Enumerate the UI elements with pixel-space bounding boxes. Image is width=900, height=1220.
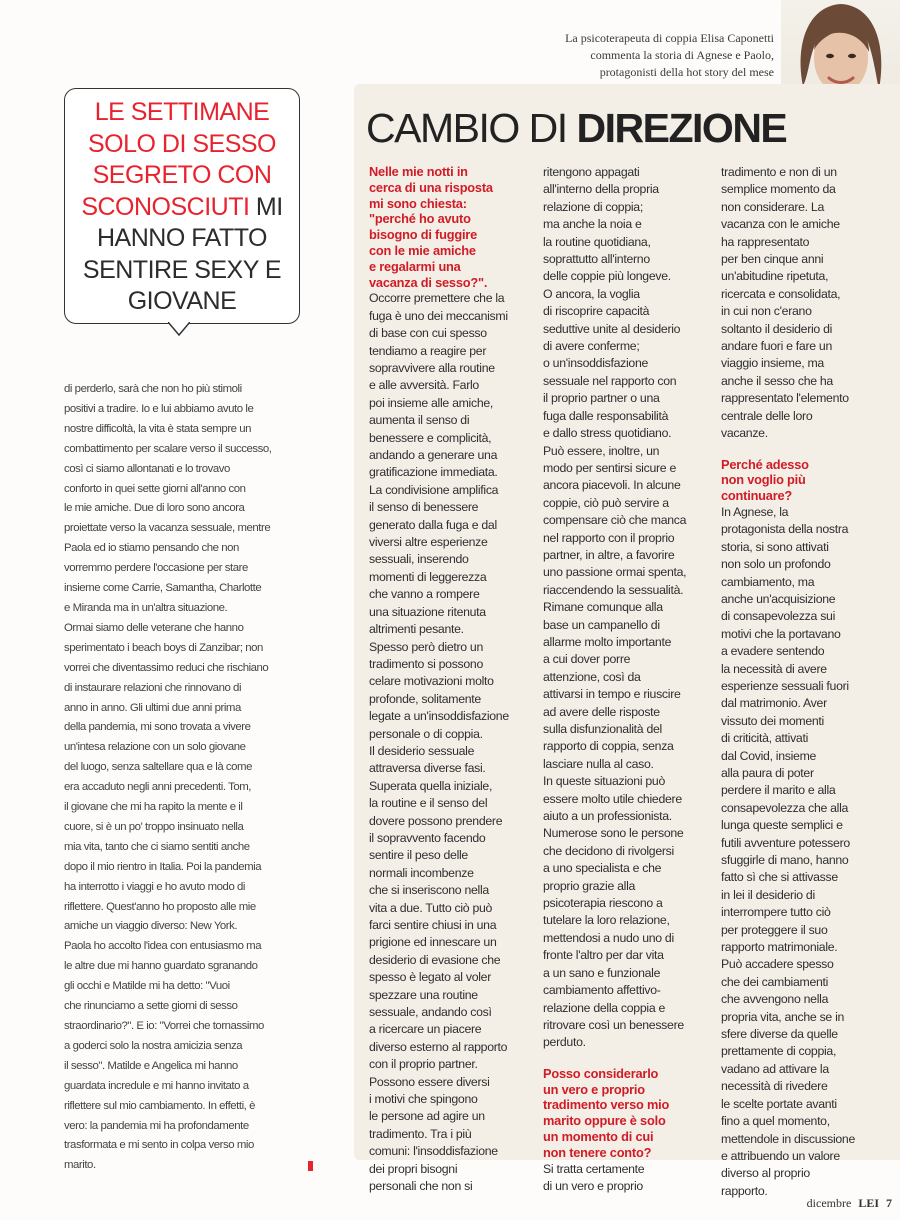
article-line: generato dalla fuga e dal xyxy=(369,517,497,532)
article-line: Può essere, inoltre, un xyxy=(543,443,660,458)
article-line: di avere conferme; xyxy=(543,339,640,354)
article-line: personale o di coppia. xyxy=(369,726,483,741)
article-line: ritengono appagati xyxy=(543,165,640,179)
article-line: relazione della coppia e xyxy=(543,1000,666,1015)
article-line: Superata quella iniziale, xyxy=(369,778,493,793)
subheading-line: non tenere conto? xyxy=(543,1144,652,1160)
article-line: il sopravvento facendo xyxy=(369,830,486,845)
article-line: personali che non si xyxy=(369,1179,473,1194)
article-line: Rimane comunque alla xyxy=(543,600,663,615)
story-line: della pandemia, mi sono trovata a vivere xyxy=(64,721,251,734)
article-line: centrale delle loro xyxy=(721,408,813,423)
article-line: nel rapporto con il proprio xyxy=(543,530,675,545)
article-line: benessere e complicità, xyxy=(369,430,492,445)
subheading-line: Posso considerarlo xyxy=(543,1065,659,1081)
folio-page-number: 7 xyxy=(886,1196,892,1210)
article-line: altrimenti pesante. xyxy=(369,622,464,637)
article-line: dovere possono prendere xyxy=(369,813,503,828)
pull-quote-line: GIOVANE xyxy=(127,287,237,315)
subheading-line: un vero e proprio xyxy=(543,1081,645,1097)
story-line: gli occhi e Matilde mi ha detto: "Vuoi xyxy=(64,980,230,993)
article-line: tradimento e non di un xyxy=(721,165,837,179)
article-line: e attribuendo un valore xyxy=(721,1148,840,1163)
article-column-3 xyxy=(721,164,881,1200)
article-line: o un'insoddisfazione xyxy=(543,356,649,371)
article-line: diverso al proprio xyxy=(721,1166,810,1181)
story-line: nostre difficoltà, la vita è stata sempre un xyxy=(64,422,252,435)
subheading-line: tradimento verso mio xyxy=(543,1097,670,1113)
article-line: Il desiderio sessuale xyxy=(369,743,475,758)
article-line: comuni: l'insoddisfazione xyxy=(369,1144,498,1159)
article-line: la necessità di avere xyxy=(721,661,827,676)
story-line: straordinario?". E io: "Vorrei che tornassimo xyxy=(64,1020,264,1032)
story-line: guardata incredule e mi hanno invitato a xyxy=(64,1079,249,1092)
pull-quote-line: SENTIRE SEXY E xyxy=(82,255,282,284)
article-line: rappresentato l'elemento xyxy=(721,391,849,406)
article-line: sfuggirle di mano, hanno xyxy=(721,853,849,868)
article-line: sopravvivere alla routine xyxy=(369,361,495,375)
article-line: base un campanello di xyxy=(543,617,660,632)
story-line: cuore, si è un po' troppo insinuato nella xyxy=(64,820,244,833)
story-line: vero: la pandemia mi ha profondamente xyxy=(64,1119,249,1132)
article-line: Può accadere spesso xyxy=(721,957,834,972)
article-line: lasciare nulla al caso. xyxy=(543,756,654,771)
story-line: riflettere. Quest'anno ho proposto alle mie xyxy=(64,900,256,913)
page-folio xyxy=(807,1196,892,1211)
article-line: futili avventure potessero xyxy=(721,835,850,850)
paragraph-gap xyxy=(543,1052,703,1066)
article-line: psicoterapia riescono a xyxy=(543,896,663,911)
story-line: marito. xyxy=(64,1159,96,1172)
article-line: andare fuori e fare un xyxy=(721,339,832,354)
article-line: esperienze sessuali fuori xyxy=(721,678,849,693)
article-line: desiderio di evasione che xyxy=(369,952,501,967)
story-line: vorremmo perdere l'occasione per stare xyxy=(64,562,248,575)
article-line: attraversa diverse fasi. xyxy=(369,761,486,776)
article-line: fatto sì che si attivasse xyxy=(721,870,838,885)
caption-line: La psicoterapeuta di coppia Elisa Caponetti xyxy=(565,31,774,45)
article-line: prigione ed innescare un xyxy=(369,935,497,950)
story-line: era accaduto negli anni precedenti. Tom, xyxy=(64,781,251,794)
article-line: fuga è uno dei meccanismi xyxy=(369,308,508,323)
article-line: a un sano e funzionale xyxy=(543,965,661,980)
article-line: semplice momento da xyxy=(721,182,836,197)
article-line: La condivisione amplifica xyxy=(369,482,499,497)
article-line: con il proprio partner. xyxy=(369,1057,478,1072)
paragraph-gap xyxy=(721,443,881,457)
article-line: di base con cui spesso xyxy=(369,326,487,341)
story-line: che rinunciamo a sette giorni di sesso xyxy=(64,1000,238,1013)
article-line: rapporto. xyxy=(721,1183,768,1198)
article-line: delle coppie più longeve. xyxy=(543,269,671,284)
article-line: di un vero e proprio xyxy=(543,1178,643,1193)
subheading-line: "perché ho avuto xyxy=(369,211,471,227)
article-line: spezzare una routine xyxy=(369,987,478,1002)
article-line: che vanno a rompere xyxy=(369,587,480,602)
article-line: lunga queste semplici e xyxy=(721,818,843,833)
article-line: storia, si sono attivati xyxy=(721,539,829,554)
story-line: conforto in quei sette giorni all'anno con xyxy=(64,482,246,495)
story-line: a goderci solo la nostra amicizia senza xyxy=(64,1039,243,1052)
article-line: allarme molto importante xyxy=(543,634,672,649)
article-line: fino a quel momento, xyxy=(721,1114,830,1129)
article-line: attenzione, così da xyxy=(543,669,641,684)
article-line: soltanto il desiderio di xyxy=(721,321,833,336)
subheading-line: Nelle mie notti in xyxy=(369,164,468,179)
article-line: aumenta il senso di xyxy=(369,413,470,428)
subheading-line: e regalarmi una xyxy=(369,258,461,274)
article-line: compensare ciò che manca xyxy=(543,513,687,528)
subheading-line: bisogno di fuggire xyxy=(369,227,478,243)
story-line: Ormai siamo delle veterane che hanno xyxy=(64,621,244,634)
article-line: Spesso però dietro un xyxy=(369,639,484,654)
article-line: a cui dover porre xyxy=(543,652,631,667)
article-line: relazione di coppia; xyxy=(543,199,643,214)
article-line: viversi altre esperienze xyxy=(369,535,488,550)
story-line: riflettere sul mio cambiamento. In effetti, è xyxy=(64,1099,255,1112)
article-line: poi insieme alle amiche, xyxy=(369,395,494,410)
article-line: la routine e il senso del xyxy=(369,796,488,811)
article-line: In Agnese, la xyxy=(721,504,789,519)
article-line: fuga dalle responsabilità xyxy=(543,408,669,423)
subheading-line: mi sono chiesta: xyxy=(369,195,467,211)
article-line: anche un'acquisizione xyxy=(721,591,836,606)
article-line: Possono essere diversi xyxy=(369,1074,490,1089)
article-line: perduto. xyxy=(543,1035,586,1050)
article-line: coppie, ciò può servire a xyxy=(543,495,669,510)
story-line: positivi a tradire. Io e lui abbiamo avuto le xyxy=(64,402,254,415)
article-line: in cui non c'erano xyxy=(721,304,812,319)
article-line: rapporto di coppia, senza xyxy=(543,739,674,754)
article-line: di consapevolezza sui xyxy=(721,609,836,624)
article-line: Si tratta certamente xyxy=(543,1161,645,1176)
article-line: ritrovare così un benessere xyxy=(543,1017,684,1032)
article-title: CAMBIO DI DIREZIONE xyxy=(366,105,787,151)
article-line: essere molto utile chiedere xyxy=(543,791,682,806)
article-line: di riscoprire capacità xyxy=(543,304,650,319)
pull-quote-box xyxy=(64,88,300,324)
article-line: tradimento. Tra i più xyxy=(369,1126,472,1141)
article-line: mettendosi a nudo uno di xyxy=(543,930,674,945)
article-line: ricercata e consolidata, xyxy=(721,286,841,301)
article-line: a uno specialista e che xyxy=(543,861,662,876)
article-line: sessuale nel rapporto con xyxy=(543,373,677,388)
pull-quote-line: SEGRETO CON xyxy=(92,161,272,189)
article-line: motivi che la portavano xyxy=(721,626,841,641)
article-line: dal matrimonio. Aver xyxy=(721,696,827,711)
article-line: che si inseriscono nella xyxy=(369,883,489,898)
article-line: di criticità, attivati xyxy=(721,731,809,746)
article-line: perdere il marito e alla xyxy=(721,783,836,798)
article-line: cambiamento, ma xyxy=(721,574,815,589)
article-line: O ancora, la voglia xyxy=(543,286,640,301)
article-line: profonde, solitamente xyxy=(369,691,481,706)
story-line: del luogo, senza saltellare qua e là come xyxy=(64,761,252,774)
article-line: protagonista della nostra xyxy=(721,522,849,537)
subheading-line: marito oppure è solo xyxy=(543,1113,666,1129)
story-line: un'intesa relazione con un solo giovane xyxy=(64,741,246,754)
story-column xyxy=(64,380,306,1176)
article-line: fronte l'altro per dar vita xyxy=(543,948,664,963)
story-line: amiche un viaggio diverso: New York. xyxy=(64,920,238,933)
story-line: di instaurare relazioni che rinnovano di xyxy=(64,681,242,694)
subheading-line: non voglio più xyxy=(721,472,806,488)
article-line: all'interno della propria xyxy=(543,182,659,197)
article-line: il proprio partner o una xyxy=(543,391,660,406)
article-line: sentire il peso delle xyxy=(369,848,468,863)
pull-quote-line: HANNO FATTO xyxy=(97,224,267,252)
article-line: cambiamento affettivo- xyxy=(543,983,661,998)
pull-quote-line: SCONOSCIUTI MI xyxy=(81,192,283,221)
story-line: ha interrotto i viaggi e ho avuto modo di xyxy=(64,880,246,893)
story-line: così ci siamo allontanati e lo trovavo xyxy=(64,462,230,475)
article-line: viaggio insieme, ma xyxy=(721,356,824,371)
article-line: i motivi che spingono xyxy=(369,1092,478,1107)
article-line: alla paura di poter xyxy=(721,765,814,780)
story-line: il giovane che mi ha rapito la mente e il xyxy=(64,801,243,814)
article-line: Numerose sono le persone xyxy=(543,826,684,841)
article-line: che decidono di rivolgersi xyxy=(543,843,674,858)
article-line: e dallo stress quotidiano. xyxy=(543,426,672,441)
caption-line: commenta la storia di Agnese e Paolo, xyxy=(590,48,774,62)
article-line: rapporto matrimoniale. xyxy=(721,940,838,955)
story-line: insieme come Carrie, Samantha, Charlotte xyxy=(64,582,262,595)
story-line: il sesso". Matilde e Angelica mi hanno xyxy=(64,1059,238,1072)
story-line: anno in anno. Gli ultimi due anni prima xyxy=(64,701,241,714)
caption-line: protagonisti della hot story del mese xyxy=(599,65,774,79)
subheading-line: con le mie amiche xyxy=(369,242,476,258)
article-line: legate a un'insoddisfazione xyxy=(369,709,509,724)
pull-quote-line: LE SETTIMANE xyxy=(94,98,270,126)
story-line: trasformata e mi sento in colpa verso mio xyxy=(64,1139,254,1152)
article-line: soprattutto all'interno xyxy=(543,252,650,267)
article-line: vacanza con le amiche xyxy=(721,217,840,232)
article-line: vissuto dei momenti xyxy=(721,713,824,728)
story-line: dopo il mio rientro in Italia. Poi la pandemia xyxy=(64,860,262,873)
article-line: uno passione ormai spenta, xyxy=(543,565,687,580)
article-line: sulla disfunzionalità del xyxy=(543,722,662,736)
article-line: non considerare. La xyxy=(721,199,824,214)
article-line: celare motivazioni molto xyxy=(369,674,494,689)
article-line: riaccendendo la sessualità. xyxy=(543,582,684,597)
article-line: gratificazione immediata. xyxy=(369,465,498,480)
article-line: anche il sesso che ha xyxy=(721,373,833,388)
subheading-line: un momento di cui xyxy=(543,1128,654,1144)
story-line: e Miranda ma in un'altra situazione. xyxy=(64,601,228,614)
article-line: vacanze. xyxy=(721,426,768,441)
story-line: combattimento per scalare verso il successo, xyxy=(64,442,272,455)
article-line: le scelte portate avanti xyxy=(721,1096,837,1111)
article-line: sessuale, andando così xyxy=(369,1005,492,1020)
story-line: proiettate verso la vacanza sessuale, mentre xyxy=(64,522,271,535)
article-line: vita a due. Tutto ciò può xyxy=(369,900,493,915)
article-line: prettamente di coppia, xyxy=(721,1044,837,1059)
story-line: Paola ed io stiamo pensando che non xyxy=(64,542,239,555)
article-line: che avvengono nella xyxy=(721,992,829,1007)
speech-bubble-tail-icon xyxy=(168,322,190,336)
subheading-line: Perché adesso xyxy=(721,456,809,472)
article-line: propria vita, anche se in xyxy=(721,1009,845,1024)
folio-magazine: LEI xyxy=(858,1196,879,1210)
article-line: aiuto a un professionista. xyxy=(543,809,672,824)
story-line: le altre due mi hanno guardato sgranando xyxy=(64,960,258,973)
article-column-2 xyxy=(543,164,703,1195)
article-line: seduttive unite al desiderio xyxy=(543,321,681,336)
article-line: ma anche la noia e xyxy=(543,217,642,232)
article-line: normali incombenze xyxy=(369,865,474,880)
article-line: modo per sentirsi sicure e xyxy=(543,460,676,475)
article-line: attivarsi in tempo e riuscire xyxy=(543,687,681,702)
article-line: In queste situazioni può xyxy=(543,774,666,789)
article-line: tutelare la loro relazione, xyxy=(543,913,670,928)
story-line: mia vita, tanto che ci siamo sentiti anche xyxy=(64,840,250,853)
article-line: spesso è legato al voler xyxy=(369,970,491,985)
article-line: a ricercare un piacere xyxy=(369,1022,482,1037)
article-line: ha rappresentato xyxy=(721,234,810,249)
story-line: di perderlo, sarà che non ho più stimoli xyxy=(64,383,242,395)
folio-month: dicembre xyxy=(806,1196,852,1210)
article-line: e alle avversità. Farlo xyxy=(369,378,479,393)
subheading-line: continuare? xyxy=(721,488,793,504)
article-line: interrompere tutto ciò xyxy=(721,905,831,920)
article-line: per proteggere il suo xyxy=(721,922,828,937)
article-line: in lei il desiderio di xyxy=(721,887,815,902)
article-line: Occorre premettere che la xyxy=(369,291,505,306)
article-line: le persone ad agire un xyxy=(369,1109,485,1124)
article-line: che dei cambiamenti xyxy=(721,974,829,989)
story-line: le mie amiche. Due di loro sono ancora xyxy=(64,502,245,515)
article-line: tradimento si possono xyxy=(369,656,484,671)
article-line: sessuali, inserendo xyxy=(369,552,469,567)
subheading-line: cerca di una risposta xyxy=(369,179,493,195)
article-line: vadano ad attivare la xyxy=(721,1061,829,1076)
article-line: una situazione ritenuta xyxy=(369,604,486,619)
article-line: andando a generare una xyxy=(369,448,498,463)
article-line: consapevolezza che alla xyxy=(721,800,849,815)
article-line: sfere diverse da quelle xyxy=(721,1027,838,1042)
article-line: la routine quotidiana, xyxy=(543,234,651,249)
article-line: per ben cinque anni xyxy=(721,252,824,267)
article-line: mettendole in discussione xyxy=(721,1131,855,1146)
article-line: ancora piacevoli. In alcune xyxy=(543,478,681,493)
end-mark-icon xyxy=(308,1161,313,1171)
article-line: a evadere sentendo xyxy=(721,644,825,659)
article-line: momenti di leggerezza xyxy=(369,569,487,584)
article-line: non solo un profondo xyxy=(721,557,831,572)
photo-caption xyxy=(512,30,774,81)
article-line: dal Covid, insieme xyxy=(721,748,817,763)
article-line: diverso esterno al rapporto xyxy=(369,1039,508,1054)
subheading-line: vacanza di sesso?". xyxy=(369,274,488,290)
article-line: partner, in altre, a favorire xyxy=(543,547,675,562)
article-line: tendiamo a reagire per xyxy=(369,343,487,358)
article-line: dei propri bisogni xyxy=(369,1161,458,1176)
article-line: il senso di benessere xyxy=(369,500,479,515)
story-line: vorrei che diventassimo reduci che rischiano xyxy=(64,661,269,674)
article-line: proprio grazie alla xyxy=(543,878,636,893)
article-column-1 xyxy=(369,164,527,1196)
article-line: ad avere delle risposte xyxy=(543,704,660,719)
article-line: un'abitudine ripetuta, xyxy=(721,269,829,284)
story-line: sperimentato i beach boys di Zanzibar; non xyxy=(64,641,263,654)
article-line: farci sentire chiusi in una xyxy=(369,918,497,932)
pull-quote-line: SOLO DI SESSO xyxy=(87,129,276,158)
article-line: necessità di rivedere xyxy=(721,1079,828,1094)
story-line: Paola ho accolto l'idea con entusiasmo ma xyxy=(64,940,262,953)
